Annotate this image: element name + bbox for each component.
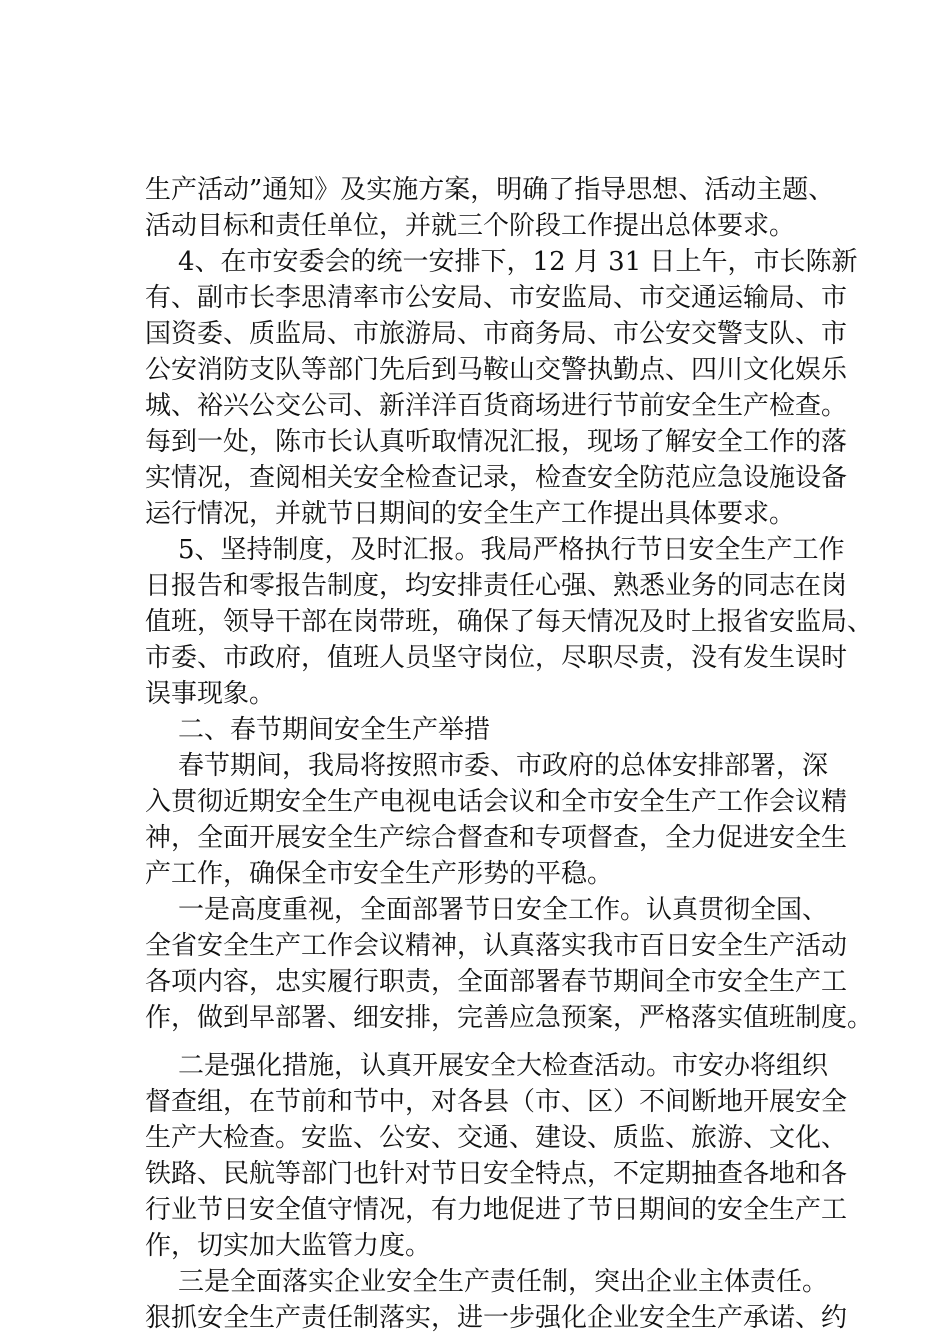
body-text-line: 铁路、民航等部门也针对节日安全特点，不定期抽查各地和各 xyxy=(145,1159,848,1189)
section-heading: 二、春节期间安全生产举措 xyxy=(178,715,491,745)
body-text-line: 生产大检查。安监、公安、交通、建设、质监、旅游、文化、 xyxy=(145,1123,848,1153)
body-text-line: 春节期间，我局将按照市委、市政府的总体安排部署，深 xyxy=(178,751,829,781)
body-text-line: 生产活动”通知》及实施方案，明确了指导思想、活动主题、 xyxy=(145,175,835,205)
body-text-line: 每到一处，陈市长认真听取情况汇报，现场了解安全工作的落 xyxy=(145,427,848,457)
body-text-line: 误事现象。 xyxy=(145,679,276,709)
body-text-line: 二是强化措施，认真开展安全大检查活动。市安办将组织 xyxy=(178,1051,829,1081)
body-text-line: 市委、市政府，值班人员坚守岗位，尽职尽责，没有发生误时 xyxy=(145,643,848,673)
body-text-line: 全省安全生产工作会议精神，认真落实我市百日安全生产活动 xyxy=(145,931,848,961)
body-text-line: 值班，领导干部在岗带班，确保了每天情况及时上报省安监局、 xyxy=(145,607,874,637)
body-text-line: 作，做到早部署、细安排，完善应急预案，严格落实值班制度。 xyxy=(145,1003,874,1033)
body-text-line: 实情况，查阅相关安全检查记录，检查安全防范应急设施设备 xyxy=(145,463,848,493)
body-text-line: 有、副市长李思清率市公安局、市安监局、市交通运输局、市 xyxy=(145,283,848,313)
body-text-line: 三是全面落实企业安全生产责任制，突出企业主体责任。 xyxy=(178,1267,829,1297)
body-text-line: 日报告和零报告制度，均安排责任心强、熟悉业务的同志在岗 xyxy=(145,571,848,601)
body-text-line: 狠抓安全生产责任制落实，进一步强化企业安全生产承诺、约 xyxy=(145,1303,848,1333)
body-text-line: 国资委、质监局、市旅游局、市商务局、市公安交警支队、市 xyxy=(145,319,848,349)
body-text-line: 行业节日安全值守情况，有力地促进了节日期间的安全生产工 xyxy=(145,1195,848,1225)
body-text-line: 作，切实加大监管力度。 xyxy=(145,1231,432,1261)
body-text-line: 5、坚持制度，及时汇报。我局严格执行节日安全生产工作 xyxy=(178,535,845,565)
body-text-line: 城、裕兴公交公司、新洋洋百货商场进行节前安全生产检查。 xyxy=(145,391,848,421)
body-text-line: 产工作，确保全市安全生产形势的平稳。 xyxy=(145,859,614,889)
body-text-line: 各项内容，忠实履行职责，全面部署春节期间全市安全生产工 xyxy=(145,967,848,997)
body-text-line: 公安消防支队等部门先后到马鞍山交警执勤点、四川文化娱乐 xyxy=(145,355,848,385)
body-text-line: 神，全面开展安全生产综合督查和专项督查，全力促进安全生 xyxy=(145,823,848,853)
body-text-line: 督查组，在节前和节中，对各县（市、区）不间断地开展安全 xyxy=(145,1087,848,1117)
body-text-line: 运行情况，并就节日期间的安全生产工作提出具体要求。 xyxy=(145,499,796,529)
body-text-line: 4、在市安委会的统一安排下，12 月 31 日上午，市长陈新 xyxy=(178,247,858,277)
body-text-line: 入贯彻近期安全生产电视电话会议和全市安全生产工作会议精 xyxy=(145,787,848,817)
body-text-line: 活动目标和责任单位，并就三个阶段工作提出总体要求。 xyxy=(145,211,796,241)
body-text-line: 一是高度重视，全面部署节日安全工作。认真贯彻全国、 xyxy=(178,895,829,925)
